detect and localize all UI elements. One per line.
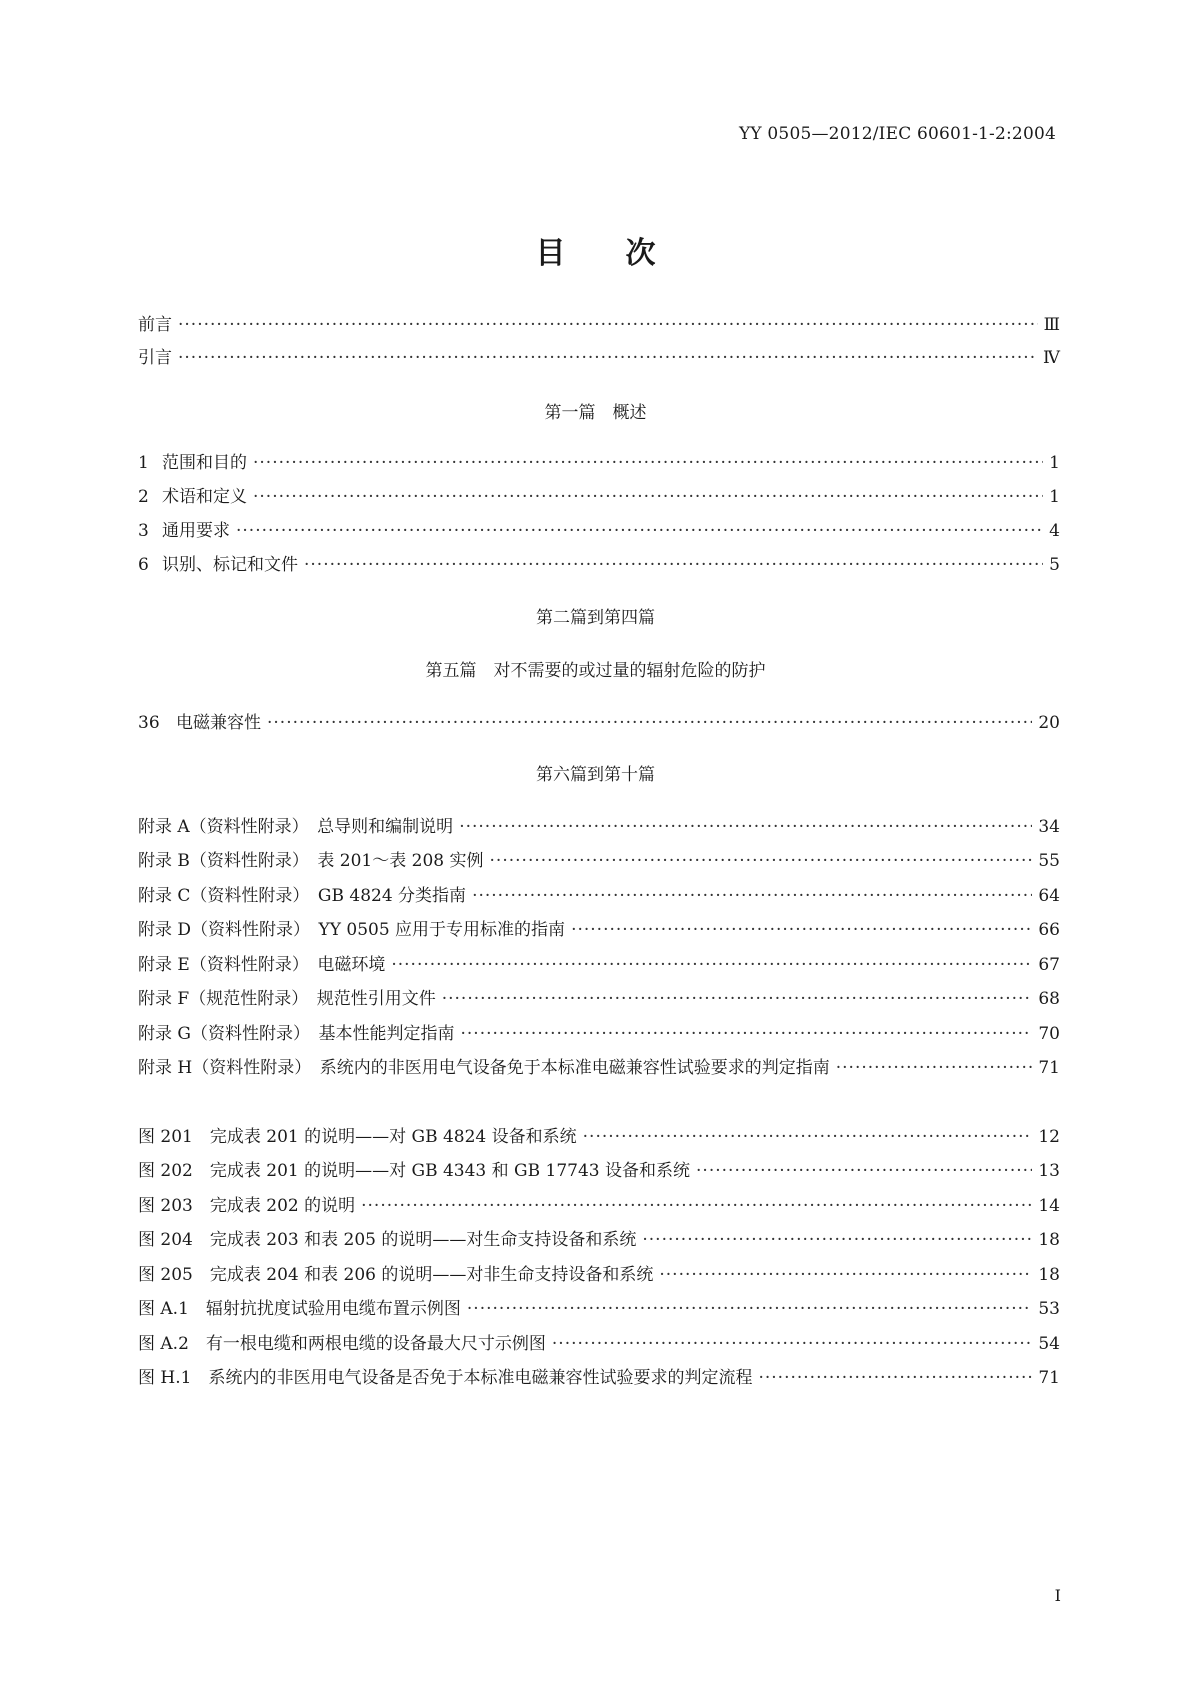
toc-entry-label: 电磁兼容性 — [176, 713, 261, 733]
toc-leader — [552, 1334, 1032, 1354]
toc-entry-page: 71 — [1038, 1368, 1060, 1388]
toc-leader — [178, 315, 1038, 335]
toc-entry-label: 附录 E（资料性附录） 电磁环境 — [138, 955, 386, 975]
toc-entry-page: 18 — [1038, 1230, 1060, 1250]
toc-entry-annex-f[interactable] — [138, 984, 1060, 1010]
toc-leader — [571, 920, 1032, 940]
toc-entry-number: 1 — [138, 453, 149, 473]
toc-leader — [391, 955, 1032, 975]
section-heading-part-5: 第五篇 对不需要的或过量的辐射危险的防护 — [425, 661, 766, 681]
toc-entry-label: 图 A.2 有一根电缆和两根电缆的设备最大尺寸示例图 — [138, 1334, 546, 1354]
toc-entry-label: 附录 D（资料性附录） YY 0505 应用于专用标准的指南 — [138, 920, 566, 940]
toc-entry-label: 通用要求 — [162, 521, 230, 541]
toc-leader — [467, 1299, 1032, 1319]
toc-entry-label: 范围和目的 — [162, 453, 247, 473]
toc-entry-clause-6[interactable] — [138, 550, 1060, 576]
toc-entry-figure-h1[interactable] — [138, 1363, 1060, 1389]
toc-leader — [472, 886, 1032, 906]
toc-entry-clause-36[interactable] — [138, 708, 1060, 734]
section-heading-part-6-10: 第六篇到第十篇 — [536, 765, 655, 785]
toc-entry-page: 55 — [1038, 851, 1060, 871]
toc-leader — [178, 348, 1037, 368]
toc-entry-page: 67 — [1038, 955, 1060, 975]
toc-entry-page: 18 — [1038, 1265, 1060, 1285]
toc-entry-figure-203[interactable] — [138, 1191, 1060, 1217]
toc-entry-annex-h[interactable] — [138, 1053, 1060, 1079]
toc-leader — [442, 989, 1033, 1009]
toc-entry-page: 12 — [1038, 1127, 1060, 1147]
toc-entry-page: Ⅲ — [1043, 315, 1060, 335]
toc-entry-number: 3 — [138, 521, 149, 541]
toc-leader — [304, 555, 1043, 575]
toc-entry-label: 附录 B（资料性附录） 表 201～表 208 实例 — [138, 851, 484, 871]
toc-entry-clause-2[interactable] — [138, 482, 1060, 508]
toc-entry-clause-3[interactable] — [138, 516, 1060, 542]
toc-entry-annex-e[interactable] — [138, 950, 1060, 976]
section-heading-part-1: 第一篇 概述 — [544, 403, 647, 423]
toc-leader — [267, 713, 1032, 733]
toc-entry-annex-d[interactable] — [138, 915, 1060, 941]
toc-entry-page: 4 — [1049, 521, 1060, 541]
toc-entry-label: 附录 G（资料性附录） 基本性能判定指南 — [138, 1024, 455, 1044]
toc-entry-figure-204[interactable] — [138, 1225, 1060, 1251]
toc-entry-label: 图 201 完成表 201 的说明——对 GB 4824 设备和系统 — [138, 1127, 577, 1147]
toc-entry-page: 68 — [1038, 989, 1060, 1009]
toc-entry-figure-a2[interactable] — [138, 1329, 1060, 1355]
toc-entry-label: 术语和定义 — [162, 487, 247, 507]
page-number: I — [1054, 1586, 1061, 1605]
toc-entry-clause-1[interactable] — [138, 448, 1060, 474]
toc-entry-label: 附录 C（资料性附录） GB 4824 分类指南 — [138, 886, 467, 906]
toc-entry-label: 附录 H（资料性附录） 系统内的非医用电气设备免于本标准电磁兼容性试验要求的判定指南 — [138, 1058, 830, 1078]
toc-leader — [758, 1368, 1032, 1388]
toc-entry-figure-205[interactable] — [138, 1260, 1060, 1286]
toc-entry-page: 70 — [1038, 1024, 1060, 1044]
toc-entry-label: 引言 — [138, 348, 172, 368]
toc-entry-page: 64 — [1038, 886, 1060, 906]
toc-leader — [836, 1058, 1033, 1078]
toc-entry-introduction[interactable] — [138, 343, 1060, 369]
toc-entry-label: 图 H.1 系统内的非医用电气设备是否免于本标准电磁兼容性试验要求的判定流程 — [138, 1368, 753, 1388]
toc-leader — [659, 1265, 1032, 1285]
toc-leader — [459, 817, 1032, 837]
page-title — [0, 228, 1191, 272]
toc-entry-page: 71 — [1038, 1058, 1060, 1078]
toc-entry-foreword[interactable] — [138, 310, 1060, 336]
toc-entry-label: 附录 F（规范性附录） 规范性引用文件 — [138, 989, 436, 1009]
toc-entry-label: 图 205 完成表 204 和表 206 的说明——对非生命支持设备和系统 — [138, 1265, 654, 1285]
toc-entry-number: 36 — [138, 713, 160, 733]
toc-entry-number: 6 — [138, 555, 149, 575]
toc-entry-page: 54 — [1038, 1334, 1060, 1354]
toc-leader — [253, 487, 1043, 507]
toc-entry-page: 66 — [1038, 920, 1060, 940]
toc-leader — [236, 521, 1043, 541]
toc-entry-label: 图 204 完成表 203 和表 205 的说明——对生命支持设备和系统 — [138, 1230, 637, 1250]
toc-leader — [460, 1024, 1032, 1044]
toc-leader — [583, 1127, 1033, 1147]
toc-entry-label: 图 202 完成表 201 的说明——对 GB 4343 和 GB 17743 设备和系统 — [138, 1161, 691, 1181]
title-part-2: 次 — [625, 236, 656, 271]
toc-leader — [253, 453, 1043, 473]
toc-entry-label: 图 A.1 辐射抗扰度试验用电缆布置示例图 — [138, 1299, 461, 1319]
toc-entry-page: 1 — [1049, 453, 1060, 473]
toc-entry-page: 14 — [1038, 1196, 1060, 1216]
section-heading-part-2-4: 第二篇到第四篇 — [536, 608, 655, 628]
toc-entry-page: 20 — [1038, 713, 1060, 733]
toc-leader — [361, 1196, 1032, 1216]
toc-leader — [696, 1161, 1032, 1181]
toc-entry-figure-202[interactable] — [138, 1156, 1060, 1182]
toc-entry-page: 13 — [1038, 1161, 1060, 1181]
toc-entry-figure-201[interactable] — [138, 1122, 1060, 1148]
toc-entry-annex-g[interactable] — [138, 1019, 1060, 1045]
toc-entry-page: Ⅳ — [1043, 348, 1060, 368]
toc-entry-label: 前言 — [138, 315, 172, 335]
toc-entry-annex-a[interactable] — [138, 812, 1060, 838]
toc-entry-annex-b[interactable] — [138, 846, 1060, 872]
toc-entry-figure-a1[interactable] — [138, 1294, 1060, 1320]
toc-entry-annex-c[interactable] — [138, 881, 1060, 907]
toc-leader — [490, 851, 1033, 871]
toc-entry-number: 2 — [138, 487, 149, 507]
toc-entry-page: 1 — [1049, 487, 1060, 507]
toc-entry-page: 34 — [1038, 817, 1060, 837]
toc-entry-label: 识别、标记和文件 — [162, 555, 298, 575]
toc-entry-page: 5 — [1049, 555, 1060, 575]
standard-number: YY 0505—2012/IEC 60601-1-2:2004 — [738, 124, 1056, 144]
toc-entry-label: 图 203 完成表 202 的说明 — [138, 1196, 356, 1216]
title-part-1: 目 — [535, 236, 566, 271]
toc-entry-label: 附录 A（资料性附录） 总导则和编制说明 — [138, 817, 454, 837]
toc-leader — [642, 1230, 1032, 1250]
toc-entry-page: 53 — [1038, 1299, 1060, 1319]
